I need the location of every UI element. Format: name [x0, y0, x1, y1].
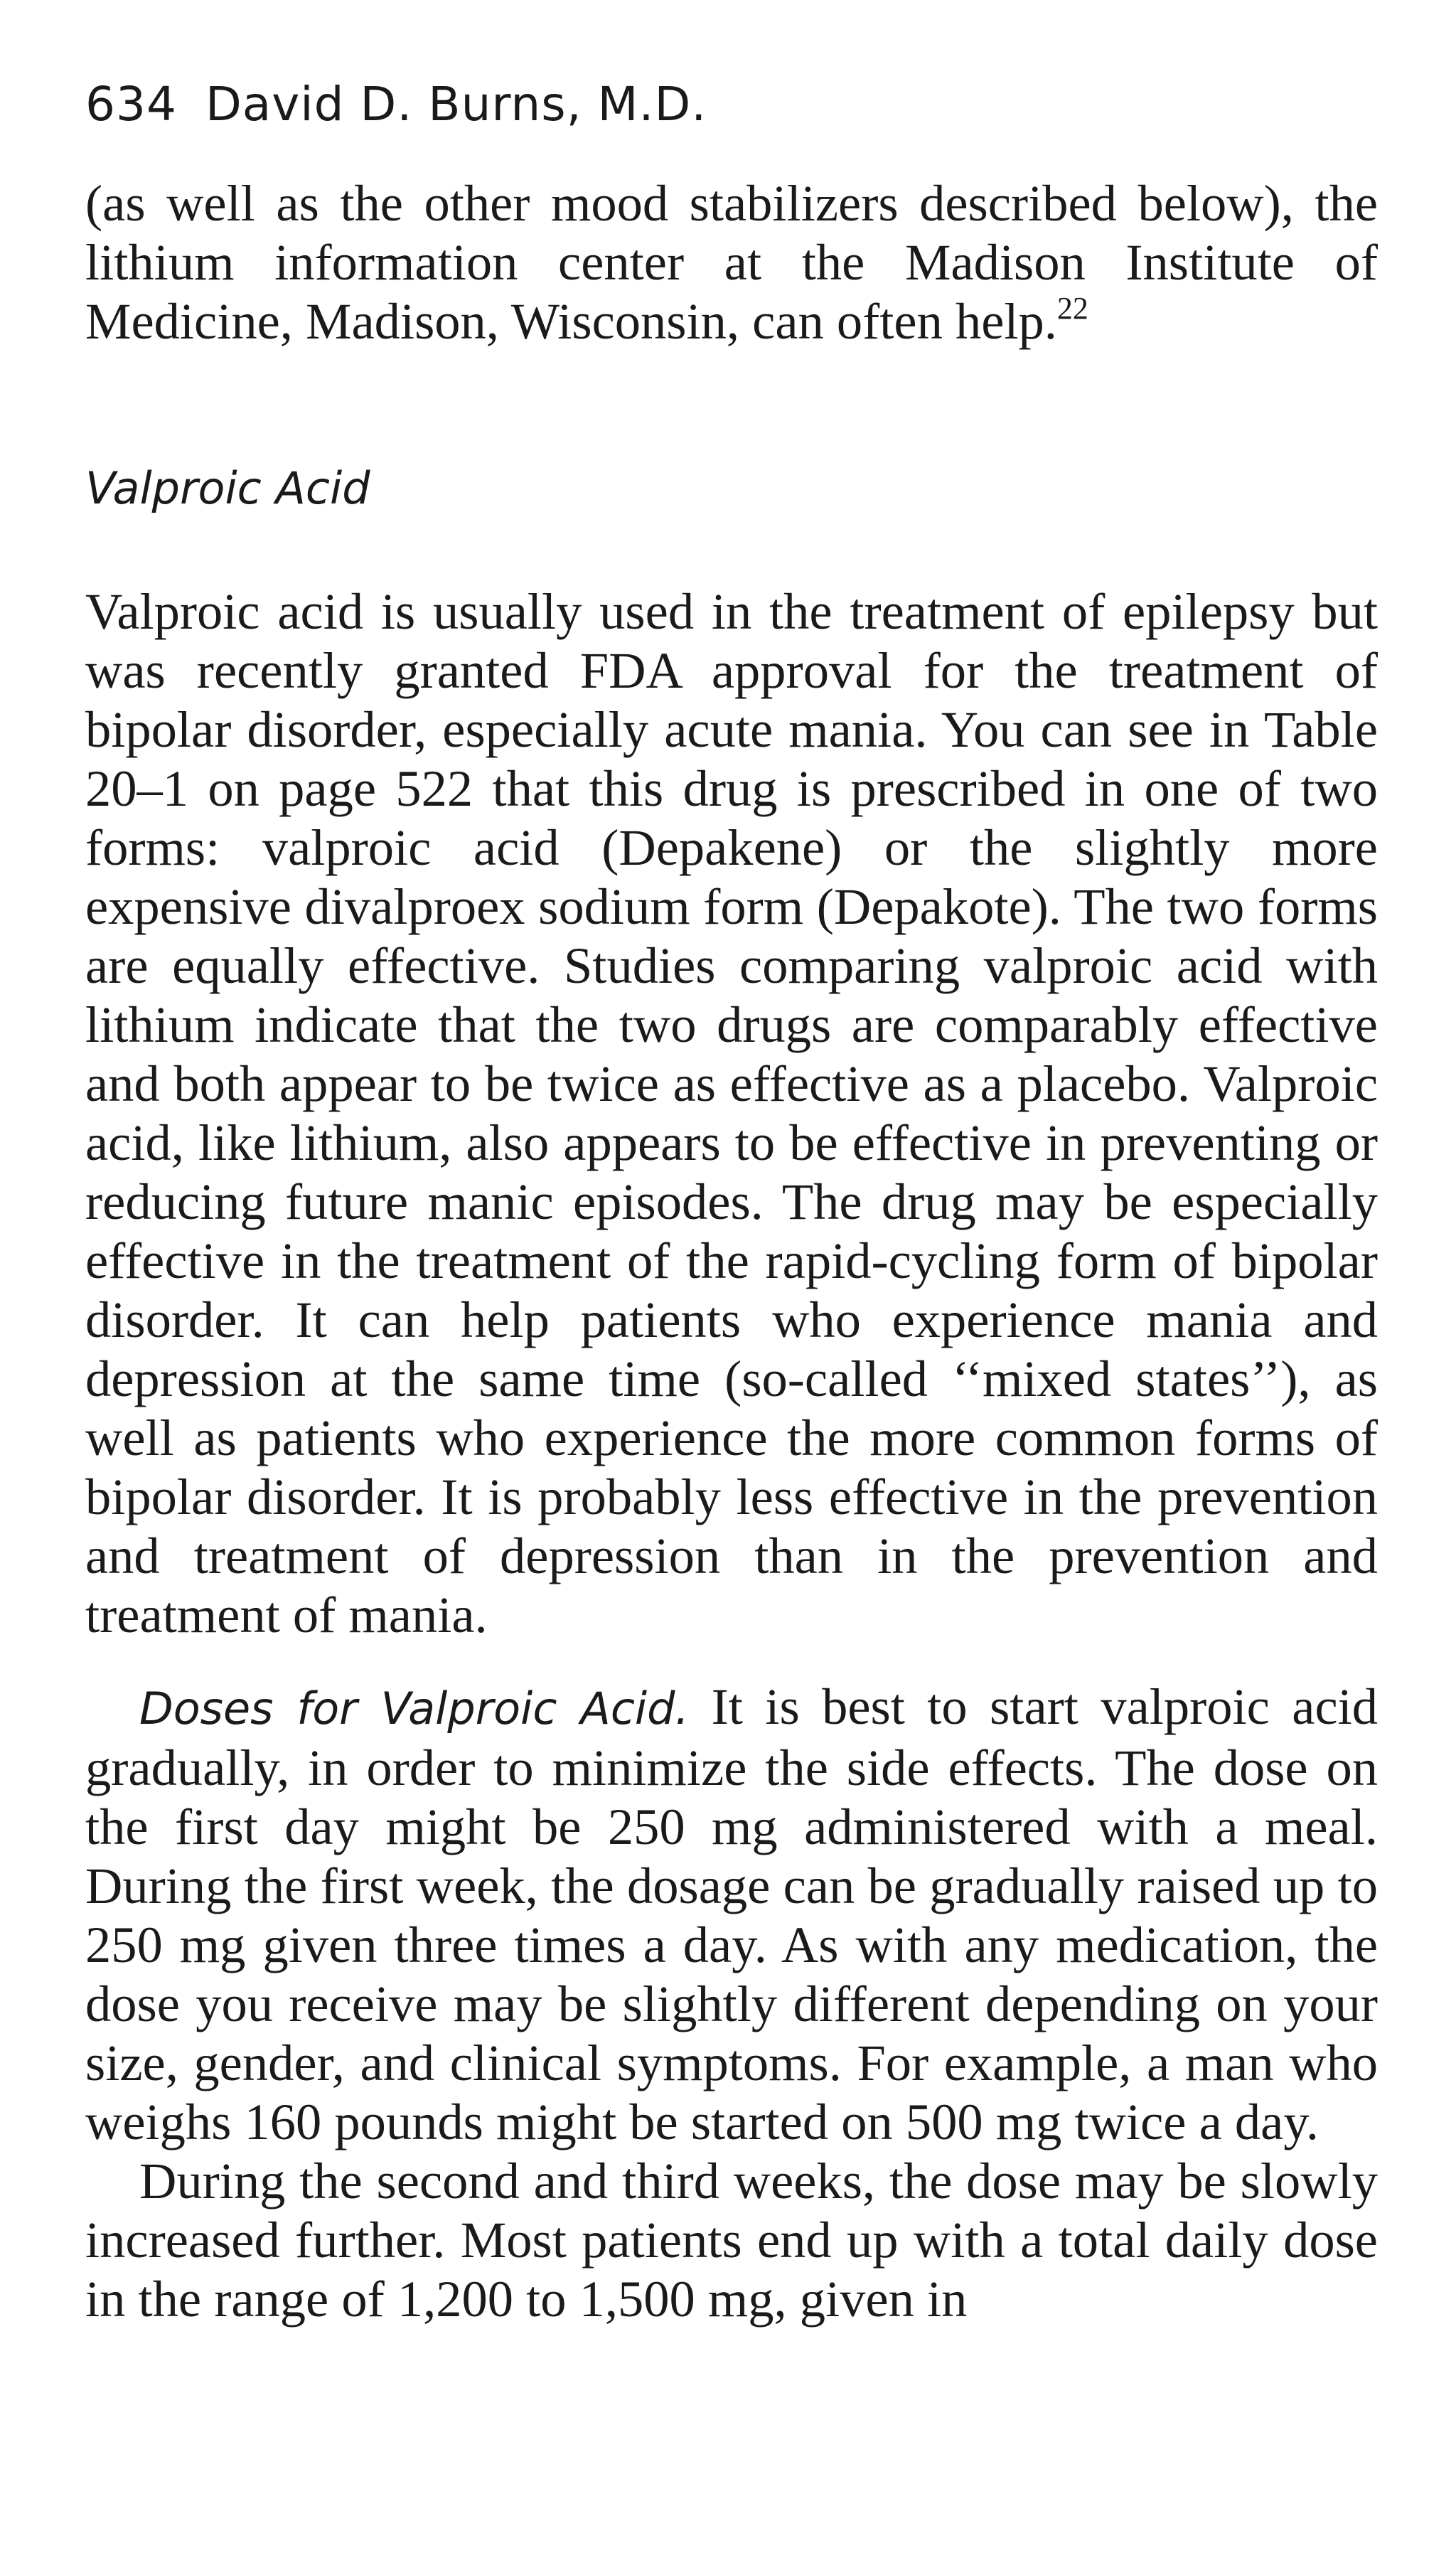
footnote-reference: 22 [1056, 291, 1088, 326]
intro-paragraph [85, 174, 1378, 351]
section-body [85, 582, 1378, 1644]
doses-paragraph-1 [85, 1677, 1378, 2151]
page-number: 634 [85, 77, 177, 132]
author-name: David D. Burns, M.D. [205, 77, 707, 132]
section-heading: Valproic Acid [85, 462, 370, 514]
intro-text: (as well as the other mood stabilizers described below), the lithium information center at the Madison Institute of Medicine, Madison, Wisconsin, can often help. [85, 174, 1378, 350]
running-header [85, 77, 707, 132]
intro-text-container [85, 174, 1378, 351]
doses-paragraph-1-text: It is best to start valproic acid gradually, in order to minimize the side effects. The dose on the first day might be 250 mg administered with a meal. During the first week, the dosage can be gradually raised up to 250 mg given three times a day. As with any medication, the dose you receive may be slightly different depending on your size, gender, and clinical symptoms. For example, a man who weighs 160 pounds might be started on 500 mg twice a day. [85, 1678, 1379, 2150]
doses-runin-heading: Doses for Valproic Acid. [139, 1683, 690, 1734]
doses-paragraph-2: During the second and third weeks, the dose may be slowly increased further. Most patients end up with a total daily dose in the range of 1,200 to 1,500 mg, given in [85, 2152, 1378, 2328]
doses-section [85, 1677, 1378, 2328]
valproic-acid-paragraph: Valproic acid is usually used in the treatment of epilepsy but was recently granted FDA approval for the treatment of bipolar disorder, especially acute mania. You can see in Table 20–1 on page 522 that this drug is prescribed in one of two forms: valproic acid (Depakene) or the slightly more expensive divalproex sodium form (Depakote). The two forms are equally effective. Studies comparing valproic acid with lithium indicate that the two drugs are comparably effective and both appear to be twice as effective as a placebo. Valproic acid, like lithium, also appears to be effective in preventing or reducing future manic episodes. The drug may be especially effective in the treatment of the rapid-cycling form of bipolar disorder. It can help patients who experience mania and depression at the same time (so-called ‘‘mixed states’’), as well as patients who experience the more common forms of bipolar disorder. It is probably less effective in the prevention and treatment of depression than in the prevention and treatment of mania. [85, 582, 1378, 1643]
